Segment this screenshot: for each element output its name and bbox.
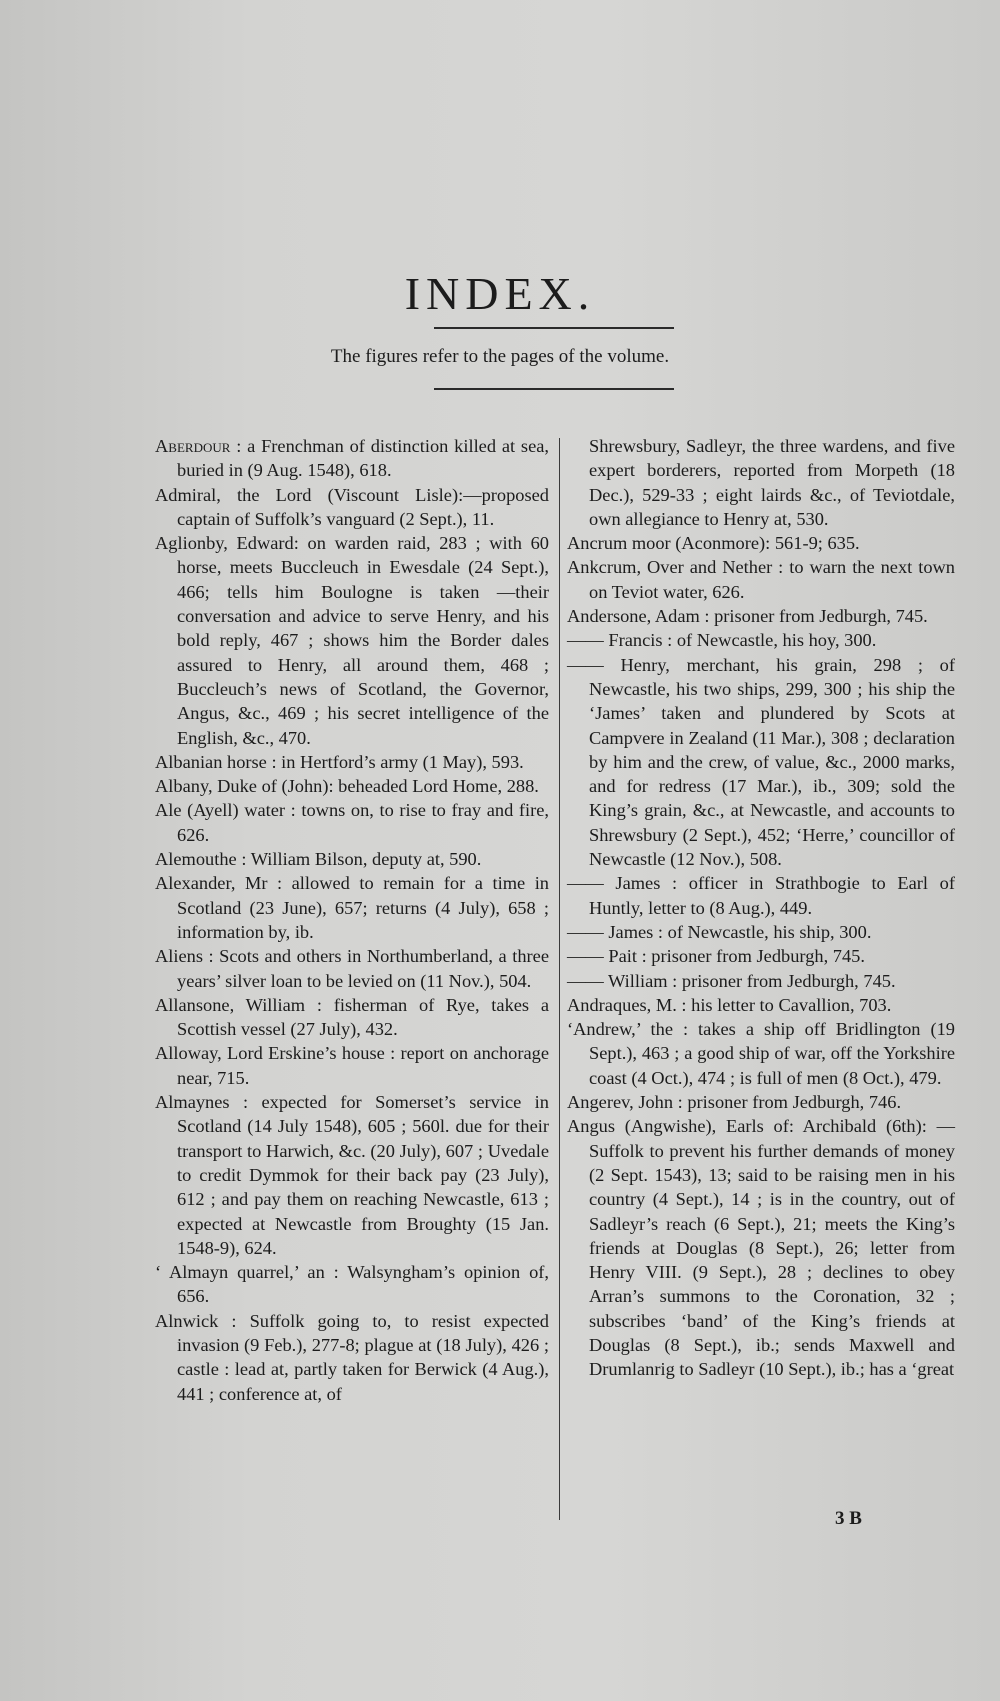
index-entry: Ale (Ayell) water : towns on, to rise to fray and fire, 626. (155, 800, 549, 845)
index-entry: —— Francis : of Newcastle, his hoy, 300. (567, 630, 877, 651)
index-entry-continued: Shrewsbury, Sadleyr, the three wardens, and five expert borderers, reported from Morpeth (18 Dec.), 529-33 ; eight lairds &c., of Teviotdale, own allegiance to Henry at, 530. (589, 436, 955, 529)
index-entry: Alnwick : Suffolk going to, to resist expected invasion (9 Feb.), 277-8; plague at (18 July), 426 ; castle : lead at, partly taken for Berwick (4 Aug.), 441 ; conference at, of (155, 1310, 549, 1404)
index-entry: Angerev, John : prisoner from Jedburgh, 746. (567, 1092, 902, 1113)
title-rule-bottom (434, 388, 674, 390)
index-entry: Andraques, M. : his letter to Cavallion, 703. (567, 994, 892, 1015)
index-entry: Albanian horse : in Hertford’s army (1 May), 593. (155, 751, 524, 772)
index-entry: —— James : of Newcastle, his ship, 300. (567, 921, 872, 942)
index-entry: Aliens : Scots and others in Northumberland, a three years’ silver loan to be levied on (11 Nov.), 504. (155, 946, 549, 991)
column-divider (559, 438, 560, 1520)
index-entry: Allansone, William : fisherman of Rye, takes a Scottish vessel (27 July), 432. (155, 994, 549, 1040)
index-entry: ‘Andrew,’ the : takes a ship off Bridlington (19 Sept.), 463 ; a good ship of war, off the Yorkshire coast (4 Oct.), 474 ; is full of men (8 Oct.), 479. (567, 1019, 955, 1088)
index-entry: Admiral, the Lord (Viscount Lisle):—proposed captain of Suffolk’s vanguard (2 Sept.), 11. (155, 484, 549, 529)
index-entry: Alloway, Lord Erskine’s house : report on anchorage near, 715. (155, 1043, 549, 1088)
page-title: INDEX. (404, 267, 596, 319)
index-entry: Andersone, Adam : prisoner from Jedburgh, 745. (567, 606, 928, 627)
index-column-right (567, 434, 955, 1382)
index-column-left (155, 434, 549, 1406)
index-entry: Aberdour : a Frenchman of distinction killed at sea, buried in (9 Aug. 1548), 618. (155, 436, 549, 481)
index-entry: —— Henry, merchant, his grain, 298 ; of Newcastle, his two ships, 299, 300 ; his ship the ‘James’ taken and plundered by Scots at Campvere in Zealand (11 Mar.), 308 ; declaration by him and the crew, of value, &c., 2000 marks, and for redress (17 Mar.), ib., 309; sold the King’s grain, &c., at Newcastle, and accounts to Shrewsbury (2 Sept.), 452; ‘Herre,’ councillor of Newcastle (12 Nov.), 508. (567, 654, 955, 870)
index-entry: —— William : prisoner from Jedburgh, 745. (567, 970, 896, 991)
index-note: The figures refer to the pages of the volume. (330, 346, 670, 367)
index-entry: Almaynes : expected for Somerset’s service in Scotland (14 July 1548), 605 ; 560l. due for their transport to Harwich, &c. (20 July), 607 ; Uvedale to credit Dymmok for their back pay (23 July), 612 ; and pay them on reaching Newcastle, 613 ; expected at Newcastle from Broughty (15 Jan. 1548-9), 624. (155, 1092, 549, 1258)
index-entry: Ankcrum, Over and Nether : to warn the next town on Teviot water, 626. (567, 557, 955, 602)
index-entry: Alemouthe : William Bilson, deputy at, 590. (155, 849, 482, 870)
index-entry: Ancrum moor (Aconmore): 561-9; 635. (567, 533, 860, 554)
printer-signature: 3 B (835, 1508, 862, 1529)
title-rule-top (434, 327, 674, 329)
index-entry: Alexander, Mr : allowed to remain for a time in Scotland (23 June), 657; returns (4 July), 658 ; information by, ib. (155, 873, 549, 942)
index-entry: —— Pait : prisoner from Jedburgh, 745. (567, 946, 865, 967)
index-entry: Aglionby, Edward: on warden raid, 283 ; with 60 horse, meets Buccleuch in Ewesdale (24 Sept.), 466; tells him Boulogne is taken —their conversation and advice to serve Henry, and his bold reply, 467 ; shows him the Border dales assured to Henry, all around them, 468 ; Buccleuch’s news of Scotland, the Governor, Angus, &c., 469 ; his secret intelligence of the English, &c., 470. (155, 533, 549, 748)
index-entry: ‘ Almayn quarrel,’ an : Walsyngham’s opinion of, 656. (155, 1262, 549, 1307)
index-entry: —— James : officer in Strathbogie to Earl of Huntly, letter to (8 Aug.), 449. (567, 873, 955, 918)
index-entry: Albany, Duke of (John): beheaded Lord Home, 288. (155, 776, 539, 797)
index-entry: Angus (Angwishe), Earls of: Archibald (6th): —Suffolk to prevent his further demands of money (2 Sept. 1543), 13; said to be raising men in his country (4 Sept.), 14 ; is in the country, out of Sadleyr’s reach (6 Sept.), 21; meets the King’s friends at Douglas (8 Sept.), 26; letter from Henry VIII. (9 Sept.), 28 ; declines to obey Arran’s summons to the Coronation, 32 ; subscribes ‘band’ of the King’s friends at Douglas (8 Sept.), ib.; sends Maxwell and Drumlanrig to Sadleyr (10 Sept.), ib.; has a ‘great (567, 1116, 955, 1380)
